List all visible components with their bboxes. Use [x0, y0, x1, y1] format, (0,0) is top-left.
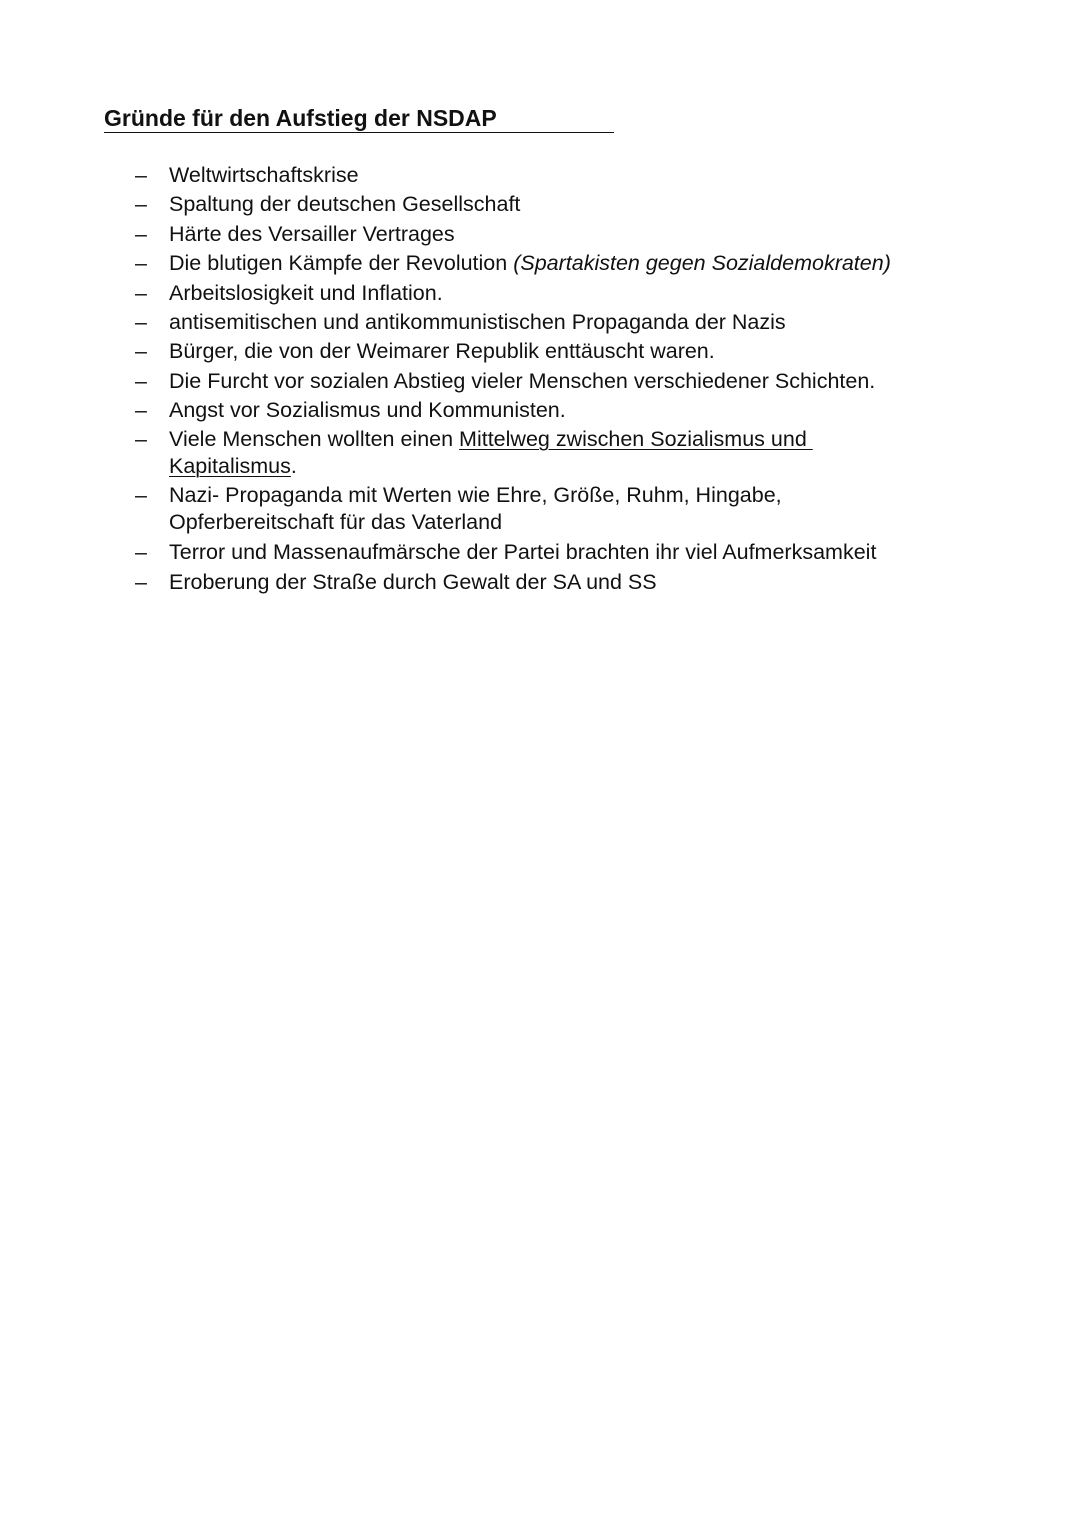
list-item-text: Bürger, die von der Weimarer Republik enttäuscht waren. — [169, 339, 715, 364]
list-item-line-1 — [169, 426, 979, 453]
bullet-dash: – — [135, 280, 147, 305]
page-title: Gründe für den Aufstieg der NSDAP — [104, 104, 614, 133]
list-item-italic-note: (Spartakisten gegen Sozialdemokraten) — [513, 251, 891, 276]
bullet-dash: – — [135, 339, 147, 364]
bullet-dash: – — [135, 569, 147, 594]
list-item — [0, 161, 979, 190]
bullet-dash: – — [135, 398, 147, 423]
list-item — [0, 337, 979, 366]
list-item-text: Spaltung der deutschen Gesellschaft — [169, 192, 521, 217]
list-item-text: Weltwirtschaftskrise — [169, 163, 359, 187]
list-item-text: Angst vor Sozialismus und Kommunisten. — [169, 398, 566, 423]
list-item-text: Eroberung der Straße durch Gewalt der SA und SS — [169, 569, 657, 594]
bullet-dash: – — [135, 163, 147, 187]
list-item — [0, 249, 979, 278]
list-item-text: Arbeitslosigkeit und Inflation. — [169, 280, 443, 305]
bullet-dash: – — [135, 251, 147, 276]
bullet-dash: – — [135, 426, 147, 451]
list-item — [0, 396, 979, 425]
bullet-dash: – — [135, 221, 147, 246]
bullet-dash: – — [135, 310, 147, 335]
underlined-phrase: Mittelweg zwischen Sozialismus und — [459, 426, 813, 451]
list-item — [0, 308, 979, 337]
reasons-list — [0, 161, 979, 597]
list-item — [0, 538, 979, 567]
list-item-text: Terror und Massenaufmärsche der Partei brachten ihr viel Aufmerksamkeit — [169, 540, 877, 565]
list-item-line-1: Nazi- Propaganda mit Werten wie Ehre, Größe, Ruhm, Hingabe, — [169, 483, 782, 508]
list-item — [0, 279, 979, 308]
list-item-text: Die blutigen Kämpfe der Revolution — [169, 251, 514, 276]
list-item-line-2: Opferbereitschaft für das Vaterland — [169, 510, 503, 535]
list-item-text: Viele Menschen wollten einen — [169, 426, 460, 451]
list-item-text: Die Furcht vor sozialen Abstieg vieler Menschen verschiedener Schichten. — [169, 368, 876, 393]
list-item-text: Härte des Versailler Vertrages — [169, 221, 455, 246]
list-item — [0, 568, 979, 597]
list-item-line-2 — [169, 453, 979, 480]
list-item — [0, 426, 979, 480]
list-item — [0, 482, 979, 536]
underlined-phrase: Kapitalismus — [169, 453, 291, 478]
list-item — [0, 220, 979, 249]
list-item — [0, 367, 979, 396]
bullet-dash: – — [135, 540, 147, 565]
bullet-dash: – — [135, 368, 147, 393]
list-item — [0, 190, 979, 219]
bullet-dash: – — [135, 192, 147, 217]
bullet-dash: – — [135, 483, 147, 508]
list-item-text: antisemitischen und antikommunistischen Propaganda der Nazis — [169, 310, 786, 335]
list-item-text: . — [290, 453, 297, 478]
